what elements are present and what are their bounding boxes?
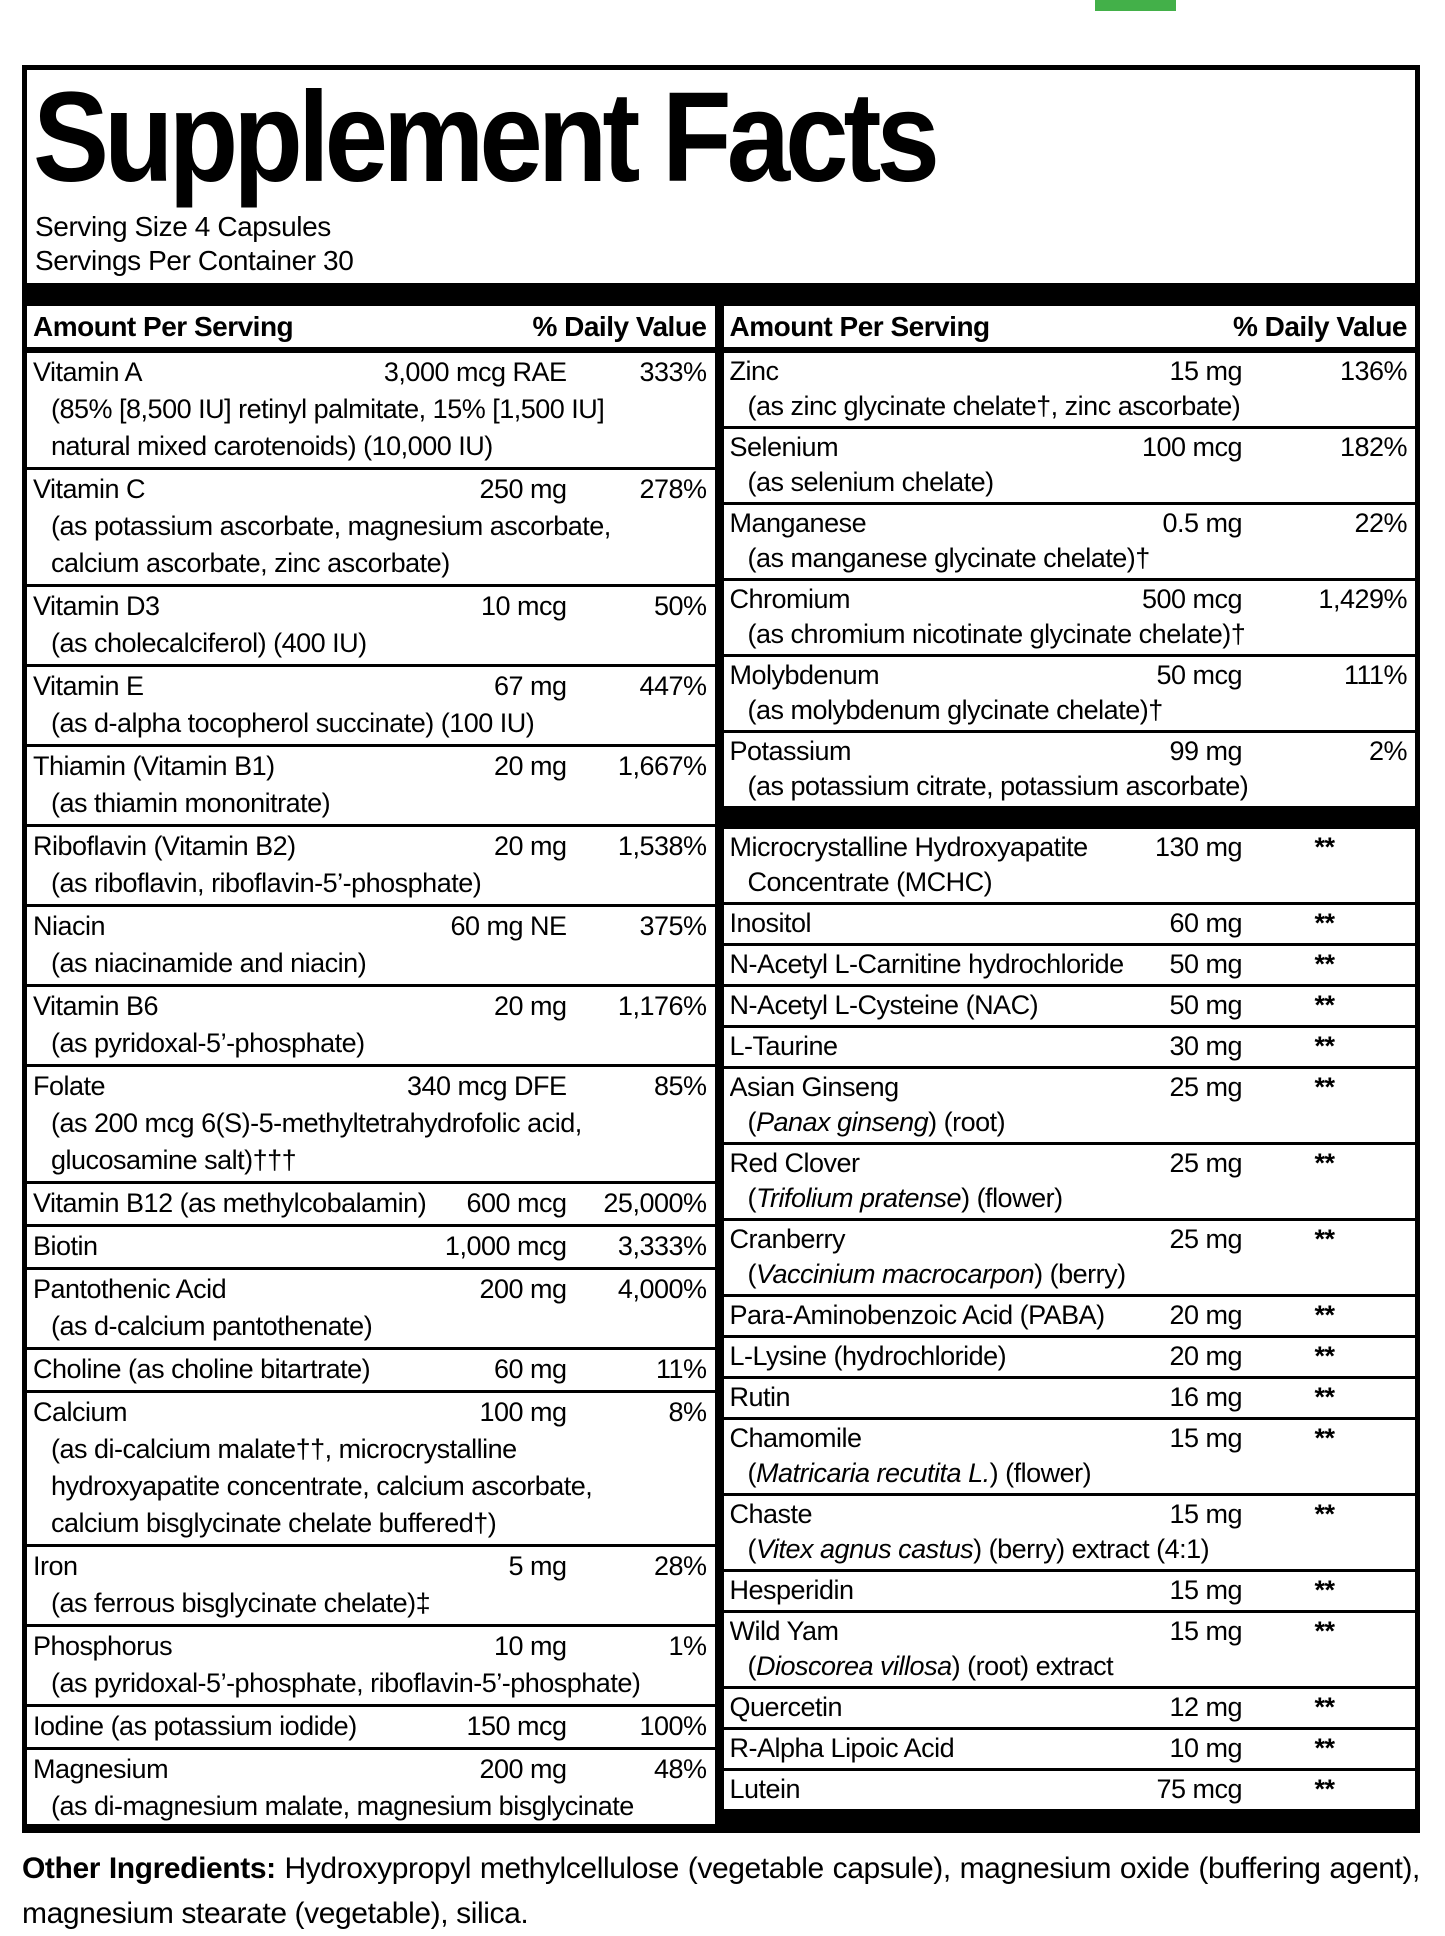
other-ingredients-text: Hydroxypropyl methylcellulose (vegetable capsule), magnesium oxide (buffering agent), magnesium stearate (vegetable), silica.	[22, 1852, 1420, 1930]
nutrient-name: Vitamin B6	[33, 991, 159, 1021]
nutrient-name: R-Alpha Lipoic Acid	[729, 1733, 955, 1763]
left-column	[27, 306, 715, 1827]
nutrient-amount: 0.5 mg	[1162, 508, 1242, 538]
nutrient-daily-value: **	[1314, 1733, 1335, 1763]
nutrient-name: L-Taurine	[729, 1031, 838, 1061]
daily-value-header: % Daily Value	[532, 311, 707, 342]
nutrient-amount: 20 mg	[1169, 1300, 1242, 1330]
nutrient-name: Potassium	[729, 736, 852, 766]
nutrient-row	[27, 1224, 715, 1267]
nutrient-row	[724, 730, 1416, 806]
nutrient-source: (as thiamin mononitrate)	[51, 788, 331, 818]
nutrient-name: Quercetin	[729, 1692, 843, 1722]
nutrient-name: Manganese	[729, 508, 867, 538]
nutrient-daily-value: 278%	[639, 474, 707, 504]
nutrient-name: Chaste	[729, 1499, 813, 1529]
nutrient-daily-value: **	[1314, 1774, 1335, 1804]
nutrient-daily-value: **	[1314, 949, 1335, 979]
column-divider	[715, 306, 724, 1827]
nutrient-row	[27, 904, 715, 984]
nutrient-daily-value: **	[1314, 1341, 1335, 1371]
nutrient-daily-value: **	[1314, 1382, 1335, 1412]
nutrient-row	[27, 1544, 715, 1624]
supplement-facts-panel	[22, 65, 1420, 1833]
nutrient-daily-value: **	[1314, 1300, 1335, 1330]
nutrient-row	[724, 654, 1416, 730]
nutrient-source: glucosamine salt)†††	[51, 1145, 297, 1175]
nutrient-daily-value: 1,176%	[617, 991, 707, 1021]
nutrient-name: Biotin	[33, 1231, 98, 1261]
serving-size: Serving Size 4 Capsules	[35, 211, 331, 242]
nutrient-source: (Panax ginseng) (root)	[747, 1107, 1006, 1137]
nutrient-row	[724, 1142, 1416, 1218]
nutrient-amount: 67 mg	[493, 671, 567, 701]
nutrient-daily-value: 1,667%	[617, 751, 707, 781]
nutrient-daily-value: 100%	[639, 1711, 707, 1741]
nutrient-daily-value: 333%	[639, 357, 707, 387]
nutrient-source: (Vaccinium macrocarpon) (berry)	[747, 1259, 1126, 1289]
nutrient-row	[27, 1624, 715, 1704]
nutrient-amount: 340 mcg DFE	[406, 1071, 567, 1101]
nutrient-name: Lutein	[729, 1774, 801, 1804]
nutrient-name: Chromium	[729, 584, 851, 614]
nutrient-name: Chamomile	[729, 1423, 862, 1453]
nutrient-source: (as potassium citrate, potassium ascorbate)	[747, 771, 1249, 801]
nutrient-name: Rutin	[729, 1382, 791, 1412]
nutrient-row	[27, 1347, 715, 1390]
nutrient-row	[724, 1493, 1416, 1569]
nutrient-daily-value: 182%	[1339, 432, 1407, 462]
nutrient-amount: 20 mg	[493, 751, 567, 781]
nutrient-daily-value: **	[1314, 1031, 1335, 1061]
nutrient-name: Molybdenum	[729, 660, 880, 690]
nutrient-amount: 100 mg	[479, 1397, 567, 1427]
green-accent-tab	[1095, 0, 1176, 11]
nutrient-row	[724, 1066, 1416, 1142]
nutrient-row	[27, 467, 715, 584]
nutrient-amount: 25 mg	[1169, 1224, 1242, 1254]
nutrient-amount: 16 mg	[1169, 1382, 1242, 1412]
nutrient-row	[27, 353, 715, 467]
nutrient-source: natural mixed carotenoids) (10,000 IU)	[51, 431, 493, 461]
nutrient-source: (as di-calcium malate††, microcrystalline	[51, 1434, 517, 1464]
nutrient-source: (as potassium ascorbate, magnesium ascorbate,	[51, 511, 611, 541]
nutrient-source: (Dioscorea villosa) (root) extract	[747, 1651, 1114, 1681]
nutrient-daily-value: 3,333%	[617, 1231, 707, 1261]
other-ingredients	[22, 1846, 1420, 1936]
nutrient-amount: 15 mg	[1169, 356, 1242, 386]
nutrient-amount: 5 mg	[508, 1551, 567, 1581]
nutrient-daily-value: 1,429%	[1318, 584, 1407, 614]
nutrient-amount: 50 mcg	[1156, 660, 1242, 690]
nutrient-name: Calcium	[33, 1397, 128, 1427]
nutrient-daily-value: 2%	[1368, 736, 1407, 766]
nutrient-daily-value: **	[1314, 908, 1335, 938]
daily-value-header: % Daily Value	[1232, 311, 1407, 342]
nutrient-name: Hesperidin	[729, 1575, 854, 1605]
servings-per-container: Servings Per Container 30	[35, 245, 354, 276]
nutrient-row	[724, 1768, 1416, 1809]
nutrient-amount: 15 mg	[1169, 1575, 1242, 1605]
nutrient-name: Phosphorus	[33, 1631, 173, 1661]
nutrient-amount: 20 mg	[493, 991, 567, 1021]
nutrient-amount: 50 mg	[1169, 990, 1242, 1020]
nutrient-daily-value: 1,538%	[617, 831, 707, 861]
right-rows-other-actives	[724, 829, 1416, 1809]
nutrient-name: Pantothenic Acid	[33, 1274, 227, 1304]
nutrient-source: calcium ascorbate, zinc ascorbate)	[51, 548, 450, 578]
nutrient-row	[27, 1390, 715, 1544]
nutrient-source: (as 200 mcg 6(S)-5-methyltetrahydrofolic acid,	[51, 1108, 582, 1138]
nutrient-amount: 15 mg	[1169, 1499, 1242, 1529]
nutrient-amount: 25 mg	[1169, 1072, 1242, 1102]
nutrient-daily-value: **	[1314, 1423, 1335, 1453]
nutrient-name: Vitamin A	[33, 357, 143, 387]
nutrient-daily-value: **	[1314, 1072, 1335, 1102]
nutrient-row	[27, 1267, 715, 1347]
nutrient-columns	[27, 306, 1415, 1827]
panel-title: Supplement Facts	[33, 66, 935, 209]
nutrient-source: (as niacinamide and niacin)	[51, 948, 367, 978]
nutrient-amount: 25 mg	[1169, 1148, 1242, 1178]
nutrient-daily-value: **	[1314, 1575, 1335, 1605]
nutrient-amount: 30 mg	[1169, 1031, 1242, 1061]
nutrient-source: (as pyridoxal-5’-phosphate, riboflavin-5’-phosphate)	[51, 1668, 641, 1698]
nutrient-daily-value: **	[1314, 832, 1335, 862]
nutrient-row	[27, 984, 715, 1064]
nutrient-source: (Vitex agnus castus) (berry) extract (4:1)	[747, 1534, 1210, 1564]
nutrient-daily-value: **	[1314, 1692, 1335, 1722]
nutrient-row	[27, 584, 715, 664]
nutrient-source: (as manganese glycinate chelate)†	[747, 543, 1150, 573]
nutrient-row	[724, 426, 1416, 502]
nutrient-row	[724, 1335, 1416, 1376]
nutrient-amount: 10 mg	[493, 1631, 567, 1661]
nutrient-daily-value: 1%	[668, 1631, 707, 1661]
nutrient-amount: 500 mcg	[1141, 584, 1242, 614]
nutrient-source: (as zinc glycinate chelate†, zinc ascorbate)	[747, 391, 1241, 421]
nutrient-daily-value: 50%	[653, 591, 707, 621]
nutrient-amount: 1,000 mcg	[444, 1231, 567, 1261]
nutrient-amount: 200 mg	[479, 1754, 567, 1784]
nutrient-source: (85% [8,500 IU] retinyl palmitate, 15% [1,500 IU]	[51, 394, 605, 424]
nutrient-row	[724, 578, 1416, 654]
nutrient-row	[724, 1218, 1416, 1294]
nutrient-amount: 600 mcg	[466, 1188, 567, 1218]
right-rows-minerals	[724, 353, 1416, 806]
nutrient-amount: 75 mcg	[1156, 1774, 1242, 1804]
nutrient-source: (as chromium nicotinate glycinate chelate)†	[747, 619, 1246, 649]
nutrient-name: Red Clover	[729, 1148, 860, 1178]
nutrient-row	[724, 902, 1416, 943]
nutrient-name: Vitamin C	[33, 474, 146, 504]
nutrient-row	[27, 1064, 715, 1181]
nutrient-row	[27, 1181, 715, 1224]
nutrient-row	[724, 984, 1416, 1025]
nutrient-row	[724, 353, 1416, 426]
nutrient-row	[724, 943, 1416, 984]
nutrient-amount: 20 mg	[1169, 1341, 1242, 1371]
nutrient-source: (as selenium chelate)	[747, 467, 994, 497]
nutrient-amount: 15 mg	[1169, 1423, 1242, 1453]
nutrient-name: Vitamin E	[33, 671, 144, 701]
amount-per-serving-header: Amount Per Serving	[33, 311, 294, 342]
right-column	[724, 306, 1416, 1827]
other-ingredients-label: Other Ingredients:	[22, 1852, 276, 1885]
nutrient-row	[724, 1376, 1416, 1417]
nutrient-amount: 60 mg NE	[450, 911, 567, 941]
nutrient-row	[724, 502, 1416, 578]
nutrient-name: Para-Aminobenzoic Acid (PABA)	[729, 1300, 1105, 1330]
nutrient-daily-value: 48%	[653, 1754, 707, 1784]
nutrient-amount: 15 mg	[1169, 1616, 1242, 1646]
nutrient-amount: 200 mg	[479, 1274, 567, 1304]
nutrient-amount: 3,000 mcg RAE	[383, 357, 567, 387]
nutrient-amount: 50 mg	[1169, 949, 1242, 979]
left-rows	[27, 353, 715, 1827]
nutrient-row	[724, 1025, 1416, 1066]
nutrient-name: Wild Yam	[729, 1616, 839, 1646]
nutrient-name: Iodine (as potassium iodide)	[33, 1711, 357, 1741]
nutrient-source: (as riboflavin, riboflavin-5’-phosphate)	[51, 868, 482, 898]
nutrient-source: (as pyridoxal-5’-phosphate)	[51, 1028, 365, 1058]
nutrient-daily-value: 85%	[653, 1071, 707, 1101]
nutrient-name: Vitamin D3	[33, 591, 160, 621]
nutrient-name: Cranberry	[729, 1224, 846, 1254]
section-divider-bar	[27, 283, 1415, 306]
nutrient-name: N-Acetyl L-Cysteine (NAC)	[729, 990, 1039, 1020]
nutrient-name: Inositol	[729, 908, 812, 938]
nutrient-row	[724, 1417, 1416, 1493]
nutrient-daily-value: 11%	[655, 1354, 707, 1384]
nutrient-amount: 60 mg	[1169, 908, 1242, 938]
nutrient-row	[724, 1610, 1416, 1686]
nutrient-amount: 130 mg	[1154, 832, 1242, 862]
nutrient-source: Concentrate (MCHC)	[747, 867, 993, 897]
nutrient-row	[724, 1569, 1416, 1610]
nutrient-amount: 60 mg	[493, 1354, 567, 1384]
nutrient-row	[724, 1686, 1416, 1727]
nutrient-source: (Trifolium pratense) (flower)	[747, 1183, 1063, 1213]
nutrient-name: Iron	[33, 1551, 78, 1581]
nutrient-daily-value: 22%	[1354, 508, 1407, 538]
nutrient-source: (Matricaria recutita L.) (flower)	[747, 1458, 1092, 1488]
nutrient-name: Microcrystalline Hydroxyapatite	[729, 832, 1088, 862]
nutrient-name: N-Acetyl L-Carnitine hydrochloride	[729, 949, 1124, 979]
nutrient-source: (as d-alpha tocopherol succinate) (100 IU)	[51, 708, 535, 738]
nutrient-daily-value: **	[1314, 1499, 1335, 1529]
nutrient-amount: 20 mg	[493, 831, 567, 861]
section-divider-bar	[724, 806, 1416, 829]
nutrient-source: (as molybdenum glycinate chelate)†	[747, 695, 1163, 725]
nutrient-amount: 100 mcg	[1141, 432, 1242, 462]
nutrient-daily-value: 28%	[653, 1551, 707, 1581]
nutrient-amount: 150 mcg	[466, 1711, 567, 1741]
nutrient-daily-value: **	[1314, 990, 1335, 1020]
nutrient-daily-value: 447%	[639, 671, 707, 701]
left-column-header	[27, 306, 715, 353]
nutrient-name: Asian Ginseng	[729, 1072, 899, 1102]
nutrient-name: Niacin	[33, 911, 106, 941]
section-divider-bar	[724, 1809, 1416, 1827]
nutrient-source	[33, 1825, 707, 1827]
nutrient-name: Magnesium	[33, 1754, 169, 1784]
nutrient-row	[27, 744, 715, 824]
nutrient-source: (as ferrous bisglycinate chelate)‡	[51, 1588, 431, 1618]
nutrient-daily-value: 8%	[668, 1397, 707, 1427]
nutrient-daily-value: **	[1314, 1616, 1335, 1646]
nutrient-amount: 250 mg	[479, 474, 567, 504]
nutrient-row	[27, 824, 715, 904]
nutrient-daily-value: 111%	[1343, 660, 1407, 690]
nutrient-name: Vitamin B12 (as methylcobalamin)	[33, 1188, 427, 1218]
nutrient-source: calcium bisglycinate chelate buffered†)	[51, 1508, 497, 1538]
nutrient-source: (as d-calcium pantothenate)	[51, 1311, 373, 1341]
nutrient-row	[724, 1727, 1416, 1768]
nutrient-name: Folate	[33, 1071, 106, 1101]
nutrient-row	[27, 664, 715, 744]
nutrient-row	[724, 829, 1416, 902]
nutrient-source: hydroxyapatite concentrate, calcium ascorbate,	[51, 1471, 593, 1501]
nutrient-name: Riboflavin (Vitamin B2)	[33, 831, 296, 861]
nutrient-amount: 10 mcg	[480, 591, 567, 621]
nutrient-row	[724, 1294, 1416, 1335]
nutrient-amount: 12 mg	[1169, 1692, 1242, 1722]
nutrient-row	[27, 1747, 715, 1827]
nutrient-name: L-Lysine (hydrochloride)	[729, 1341, 1007, 1371]
nutrient-source: (as di-magnesium malate, magnesium bisglycinate	[51, 1791, 634, 1821]
nutrient-name: Zinc	[729, 356, 779, 386]
amount-per-serving-header: Amount Per Serving	[729, 311, 990, 342]
nutrient-daily-value: **	[1314, 1224, 1335, 1254]
nutrient-amount: 99 mg	[1169, 736, 1242, 766]
nutrient-daily-value: 4,000%	[617, 1274, 707, 1304]
nutrient-name: Selenium	[729, 432, 839, 462]
nutrient-name: Thiamin (Vitamin B1)	[33, 751, 275, 781]
nutrient-amount: 10 mg	[1169, 1733, 1242, 1763]
nutrient-daily-value: **	[1314, 1148, 1335, 1178]
nutrient-row	[27, 1704, 715, 1747]
nutrient-source: (as cholecalciferol) (400 IU)	[51, 628, 367, 658]
right-column-header	[724, 306, 1416, 353]
nutrient-daily-value: 375%	[639, 911, 707, 941]
nutrient-daily-value: 136%	[1339, 356, 1407, 386]
nutrient-name: Choline (as choline bitartrate)	[33, 1354, 371, 1384]
nutrient-daily-value: 25,000%	[603, 1188, 707, 1218]
